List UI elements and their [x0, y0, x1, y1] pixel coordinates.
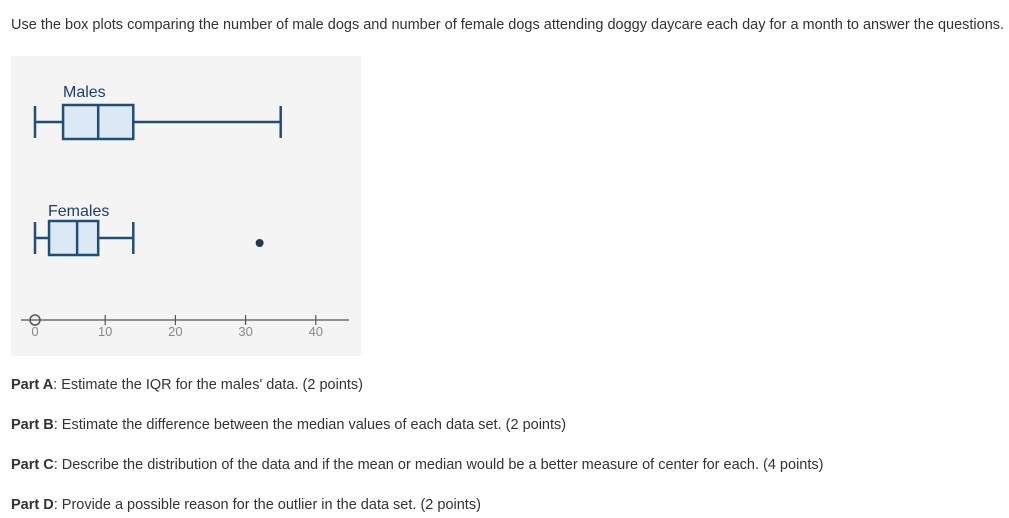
- intro-text: Use the box plots comparing the number of male dogs and number of female dogs attending doggy daycare each day for a month to answer the questions.: [11, 17, 1005, 33]
- x-tick-label-10: 10: [97, 324, 113, 339]
- question-part-c-text: : Describe the distribution of the data and if the mean or median would be a better measure of center for each. (4 points): [53, 457, 824, 473]
- question-part-a-label: Part A: [11, 377, 54, 393]
- question-part-a-text: : Estimate the IQR for the males' data. (2 points): [53, 377, 363, 393]
- question-part-c-label: Part C: [11, 457, 54, 473]
- females-label: Females: [48, 203, 110, 221]
- x-tick-label-40: 40: [308, 324, 324, 339]
- x-tick-label-30: 30: [238, 324, 253, 339]
- females-outlier-0: [256, 239, 264, 247]
- x-tick-label-20: 20: [168, 324, 183, 339]
- females-box: [49, 221, 98, 255]
- x-tick-label-0: 0: [31, 324, 39, 339]
- question-part-d-label: Part D: [11, 497, 54, 513]
- question-part-b: [11, 417, 566, 433]
- question-part-a: [11, 377, 363, 393]
- box-plot-chart: [11, 56, 361, 356]
- question-part-d-text: : Provide a possible reason for the outlier in the data set. (2 points): [53, 497, 481, 513]
- question-part-b-text: : Estimate the difference between the median values of each data set. (2 points): [53, 417, 567, 433]
- question-part-d: [11, 497, 481, 513]
- question-part-b-label: Part B: [11, 417, 54, 433]
- box-plot-svg: [11, 56, 361, 356]
- males-label: Males: [63, 84, 106, 102]
- question-part-c: [11, 457, 823, 473]
